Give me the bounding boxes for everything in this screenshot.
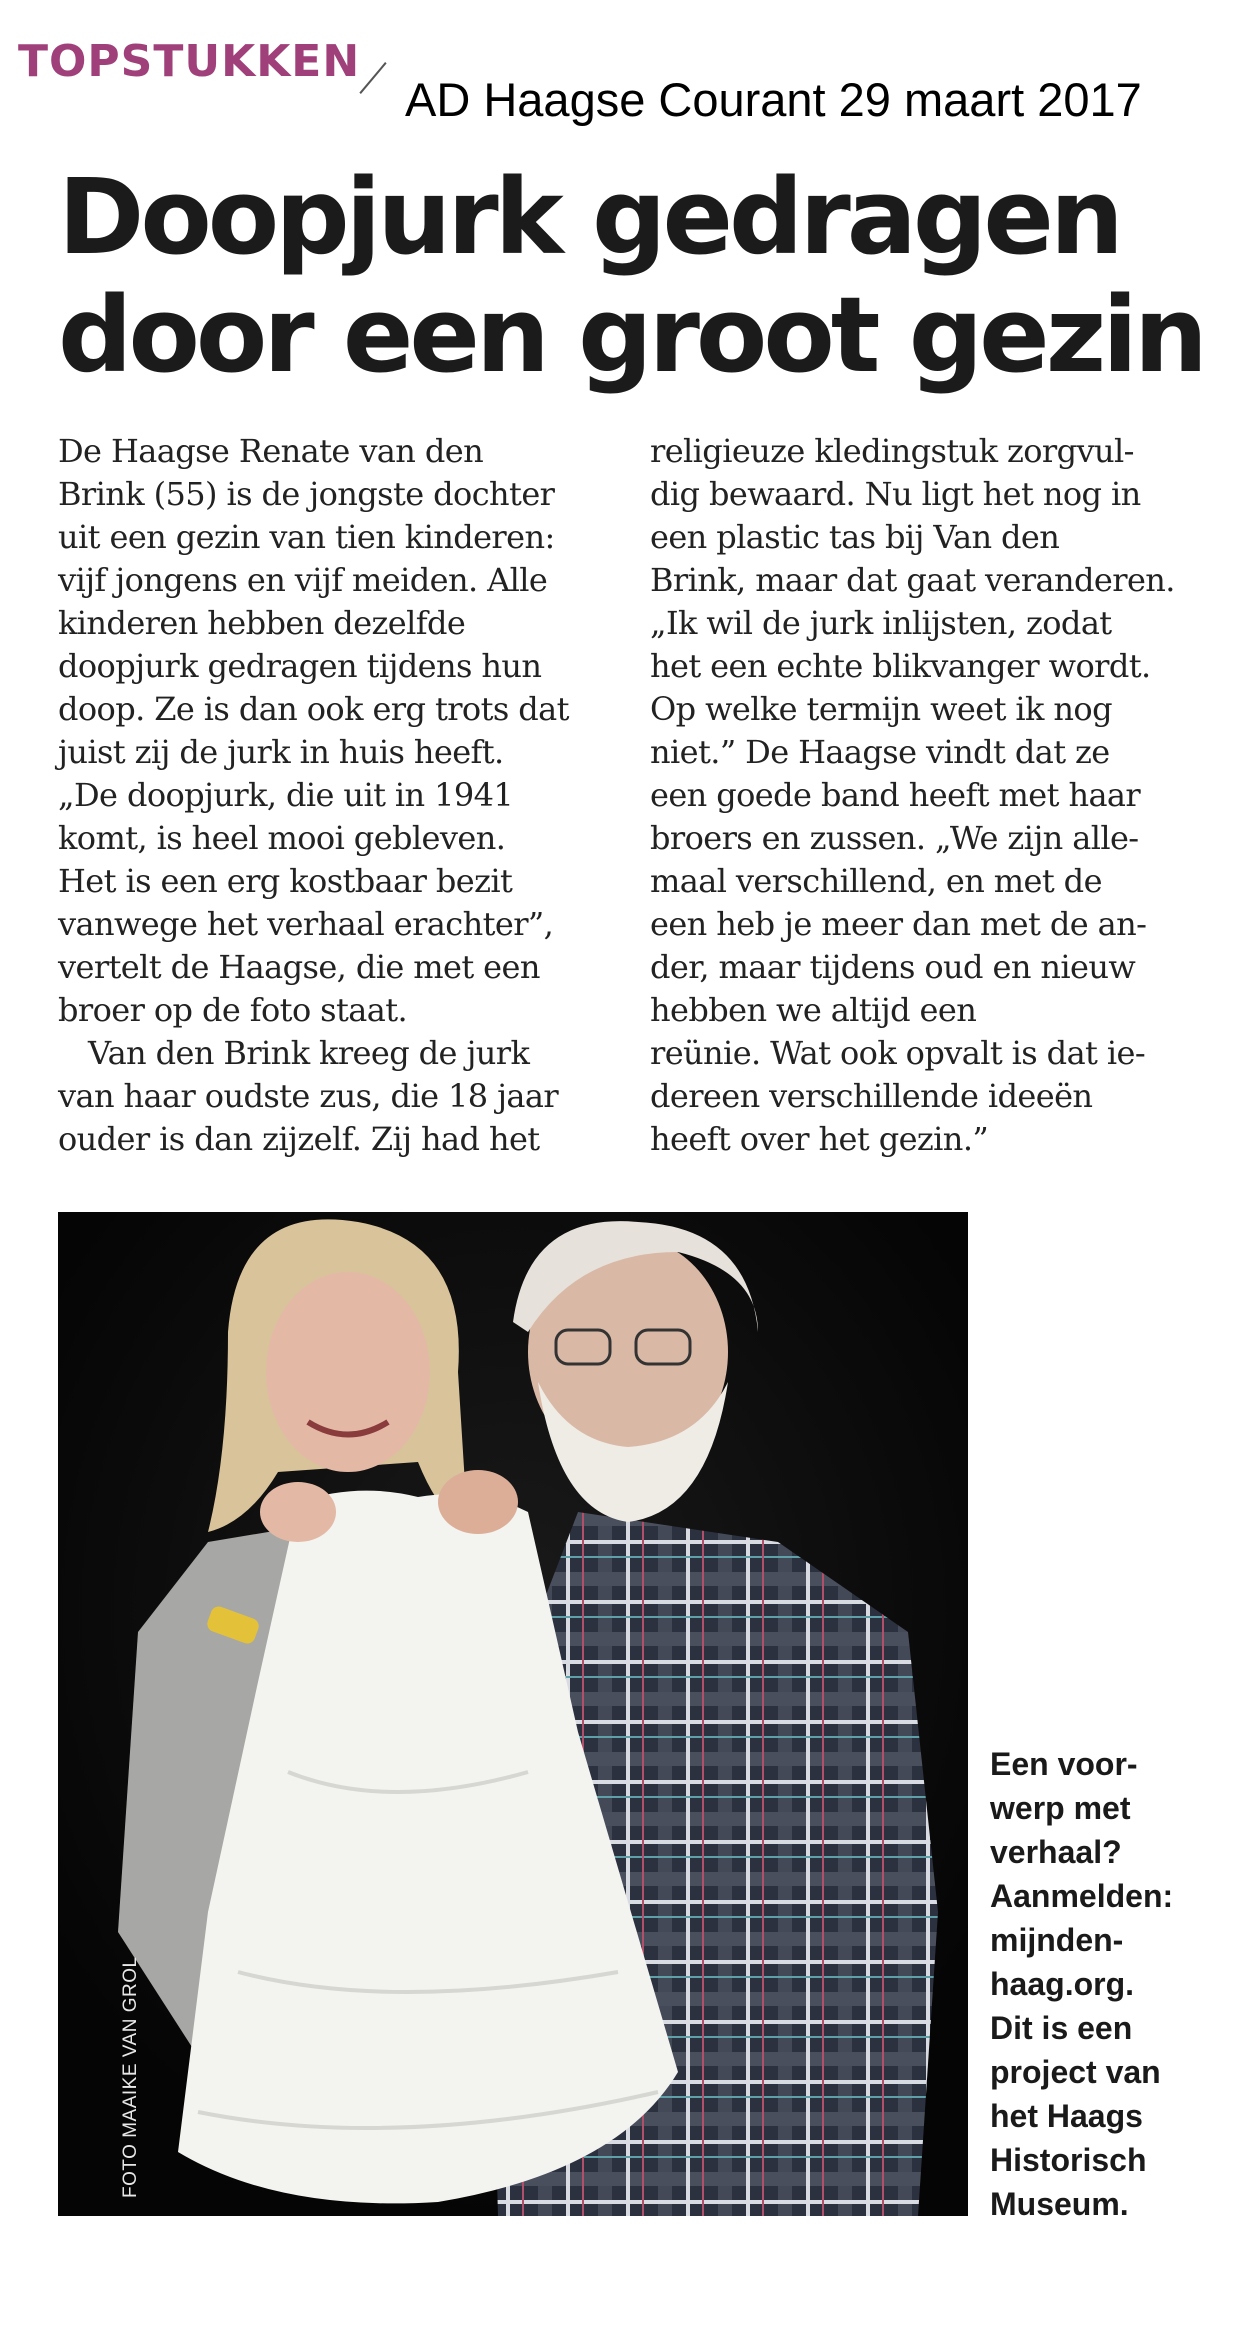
article-line: vanwege het verhaal erachter”, bbox=[58, 905, 554, 943]
article-line: dereen verschillende ideeën bbox=[650, 1077, 1093, 1115]
article-line: religieuze kledingstuk zorgvul- bbox=[650, 432, 1134, 470]
headline-line-2: door een groot gezin bbox=[58, 274, 1204, 396]
photo-credit: FOTO MAAIKE VAN GROL bbox=[120, 1956, 141, 2198]
article-line: Op welke termijn weet ik nog bbox=[650, 690, 1112, 728]
article-line: Van den Brink kreeg de jurk bbox=[88, 1034, 530, 1072]
article-line: „De doopjurk, die uit in 1941 bbox=[58, 776, 514, 814]
sidebar-line: Een voor- bbox=[990, 1746, 1138, 1782]
man-hand bbox=[438, 1470, 518, 1534]
article-line: De Haagse Renate van den bbox=[58, 432, 484, 470]
article-line: „Ik wil de jurk inlijsten, zodat bbox=[650, 604, 1112, 642]
sidebar-line: Dit is een bbox=[990, 2010, 1133, 2046]
article-line: juist zij de jurk in huis heeft. bbox=[58, 733, 504, 771]
headline-line-1: Doopjurk gedragen bbox=[58, 156, 1120, 278]
article-line: vijf jongens en vijf meiden. Alle bbox=[58, 561, 548, 599]
sidebar-line: verhaal? bbox=[990, 1834, 1122, 1870]
article-line: een plastic tas bij Van den bbox=[650, 518, 1060, 556]
article-line: dig bewaard. Nu ligt het nog in bbox=[650, 475, 1141, 513]
sidebar-line: werp met bbox=[990, 1790, 1131, 1826]
article-line: niet.” De Haagse vindt dat ze bbox=[650, 733, 1110, 771]
article-line: een heb je meer dan met de an- bbox=[650, 905, 1147, 943]
sidebar-line: Aanmelden: bbox=[990, 1878, 1174, 1914]
article-line: een goede band heeft met haar bbox=[650, 776, 1141, 814]
article-photo bbox=[58, 1212, 968, 2216]
publication-source: AD Haagse Courant 29 maart 2017 bbox=[405, 73, 1142, 126]
article-column-left bbox=[58, 430, 618, 1161]
article-line: reünie. Wat ook opvalt is dat ie- bbox=[650, 1034, 1146, 1072]
sidebar-line: Historisch bbox=[990, 2142, 1147, 2178]
rubric-divider bbox=[359, 62, 386, 94]
woman-face bbox=[266, 1272, 430, 1472]
article-column-right bbox=[650, 430, 1210, 1161]
article-line: Het is een erg kostbaar bezit bbox=[58, 862, 513, 900]
section-rubric: TOPSTUKKEN bbox=[18, 36, 361, 87]
sidebar-line: mijnden- bbox=[990, 1922, 1124, 1958]
article-line: broers en zussen. „We zijn alle- bbox=[650, 819, 1139, 857]
article-line: doopjurk gedragen tijdens hun bbox=[58, 647, 542, 685]
article-line: heeft over het gezin.” bbox=[650, 1120, 989, 1158]
sidebar-line: Museum. bbox=[990, 2186, 1129, 2222]
sidebar-line: haag.org. bbox=[990, 1966, 1135, 2002]
article-line: Brink, maar dat gaat veranderen. bbox=[650, 561, 1175, 599]
article-line: hebben we altijd een bbox=[650, 991, 977, 1029]
article-line: van haar oudste zus, die 18 jaar bbox=[58, 1077, 559, 1115]
article-line: kinderen hebben dezelfde bbox=[58, 604, 466, 642]
article-line: uit een gezin van tien kinderen: bbox=[58, 518, 555, 556]
article-line: ouder is dan zijzelf. Zij had het bbox=[58, 1120, 540, 1158]
article-line: het een echte blikvanger wordt. bbox=[650, 647, 1151, 685]
article-line: der, maar tijdens oud en nieuw bbox=[650, 948, 1136, 986]
headline bbox=[58, 158, 1238, 394]
article-line: maal verschillend, en met de bbox=[650, 862, 1102, 900]
article-line: doop. Ze is dan ook erg trots dat bbox=[58, 690, 569, 728]
sidebar-note bbox=[990, 1742, 1250, 2226]
woman-hand bbox=[260, 1482, 336, 1542]
article-line: vertelt de Haagse, die met een bbox=[58, 948, 540, 986]
sidebar-line: het Haags bbox=[990, 2098, 1143, 2134]
article-line: Brink (55) is de jongste dochter bbox=[58, 475, 555, 513]
article-line: komt, is heel mooi gebleven. bbox=[58, 819, 506, 857]
photo-illustration bbox=[58, 1212, 968, 2216]
sidebar-line: project van bbox=[990, 2054, 1161, 2090]
article-line: broer op de foto staat. bbox=[58, 991, 408, 1029]
